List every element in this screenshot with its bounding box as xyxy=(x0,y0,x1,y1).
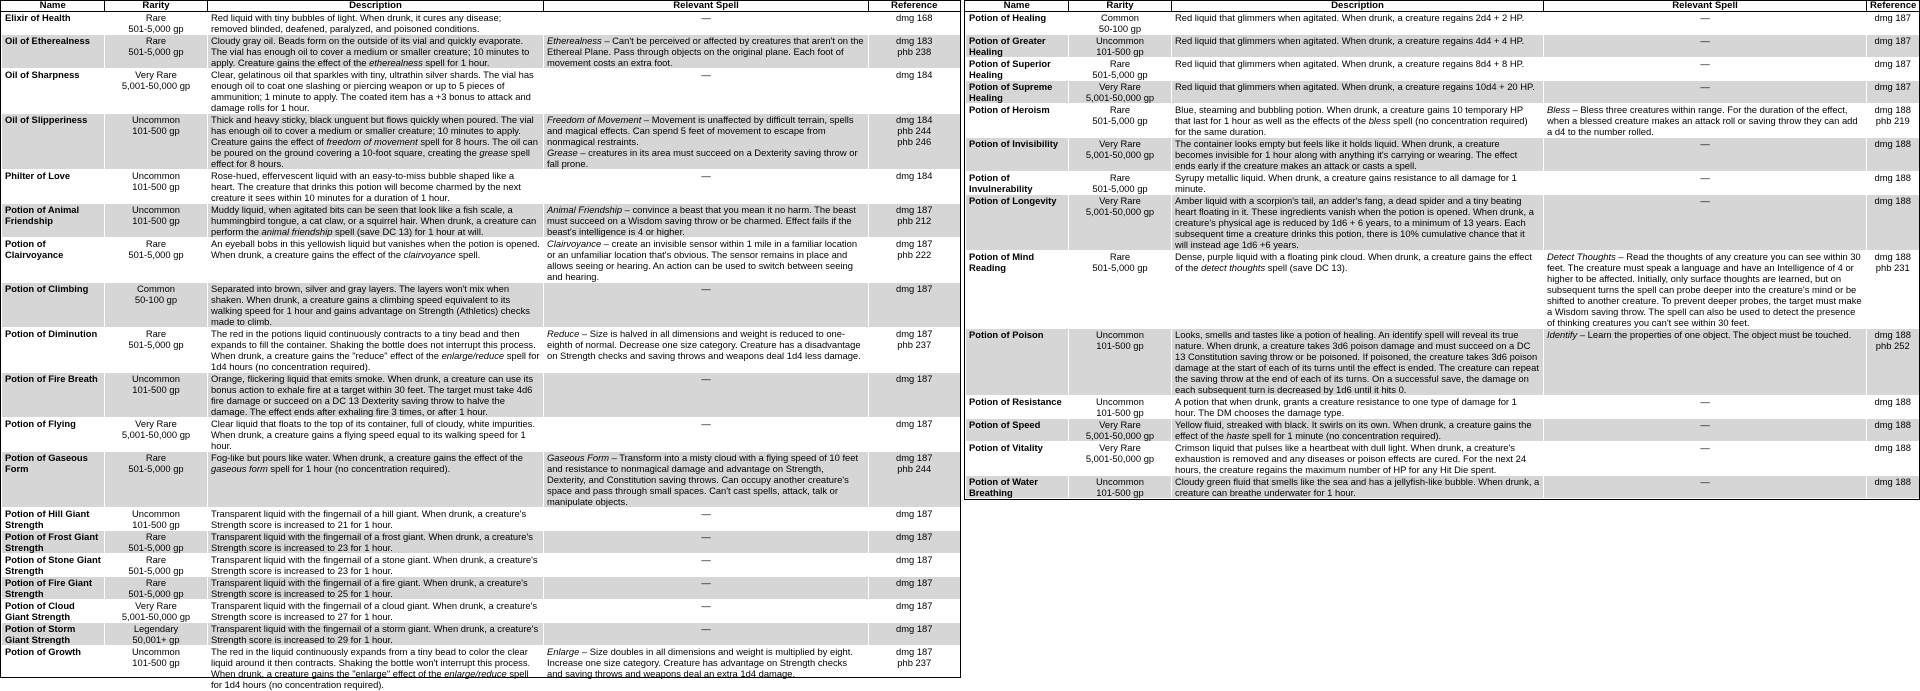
column-header-name: Name xyxy=(2,1,105,12)
table-row xyxy=(966,81,1919,104)
potion-reference: dmg 188 phb 252 xyxy=(1867,329,1919,396)
table-row xyxy=(2,418,960,452)
potion-rarity: Uncommon 101-500 gp xyxy=(1069,329,1172,396)
relevant-spell: Enlarge – Size doubles in all dimensions and weight is multiplied by eight. Increase one size category. Creature has advantage on Strength checks and saving throws and weapons deal an extra 1d4 damage. xyxy=(544,646,869,691)
potion-reference: dmg 187 phb 244 xyxy=(869,452,960,508)
potion-name: Potion of Greater Healing xyxy=(966,35,1069,58)
potion-name: Potion of Poison xyxy=(966,329,1069,396)
column-header-rarity: Rarity xyxy=(1069,1,1172,12)
potion-rarity: Uncommon 101-500 gp xyxy=(105,170,208,204)
table-row xyxy=(966,251,1919,329)
potion-rarity: Very Rare 5,001-50,000 gp xyxy=(105,69,208,114)
table-row xyxy=(966,442,1919,476)
relevant-spell: — xyxy=(544,577,869,600)
column-header-relevant-spell: Relevant Spell xyxy=(544,1,869,12)
relevant-spell: Clairvoyance – create an invisible sensor within 1 mile in a familiar location or an unfamiliar location that's obvious. The sensor remains in place and allows seeing or hearing. An action can be used to switch between seeing and hearing. xyxy=(544,238,869,283)
column-header-reference: Reference xyxy=(869,1,960,12)
potion-rarity: Rare 501-5,000 gp xyxy=(105,577,208,600)
potion-reference: dmg 187 xyxy=(1867,12,1919,35)
potions-table-right xyxy=(965,1,1919,499)
potion-reference: dmg 168 xyxy=(869,12,960,35)
potion-rarity: Rare 501-5,000 gp xyxy=(105,554,208,577)
potion-reference: dmg 188 xyxy=(1867,195,1919,251)
table-row xyxy=(2,373,960,418)
potion-name: Potion of Resistance xyxy=(966,396,1069,419)
potion-reference: dmg 187 xyxy=(869,418,960,452)
potion-reference: dmg 184 phb 244 phb 246 xyxy=(869,114,960,170)
potion-name: Potion of Gaseous Form xyxy=(2,452,105,508)
column-header-description: Description xyxy=(1172,1,1544,12)
potion-name: Potion of Diminution xyxy=(2,328,105,373)
potion-reference: dmg 188 xyxy=(1867,172,1919,195)
relevant-spell: Etherealness – Can't be perceived or affected by creatures that aren't on the Ethereal Plane. Pass through objects on the original plane. Each foot of movement costs an extra foot. xyxy=(544,35,869,69)
header-row xyxy=(2,1,960,12)
table-row xyxy=(966,138,1919,172)
potion-name: Potion of Flying xyxy=(2,418,105,452)
potion-name: Potion of Heroism xyxy=(966,104,1069,138)
potion-name: Potion of Water Breathing xyxy=(966,476,1069,499)
potion-description: Red liquid with tiny bubbles of light. When drunk, it cures any disease; removed blinded, deafened, paralyzed, and poisoned conditions. xyxy=(208,12,544,35)
potion-reference: dmg 187 xyxy=(1867,35,1919,58)
potion-rarity: Rare 501-5,000 gp xyxy=(1069,172,1172,195)
potion-rarity: Uncommon 101-500 gp xyxy=(1069,396,1172,419)
table-row xyxy=(2,69,960,114)
potion-description: The container looks empty but feels like it holds liquid. When drunk, a creature becomes invisible for 1 hour along with anything it's carrying or wearing. The effect ends early if the creature makes an attack or casts a spell. xyxy=(1172,138,1544,172)
potion-description: Red liquid that glimmers when agitated. When drunk, a creature regains 2d4 + 2 HP. xyxy=(1172,12,1544,35)
potion-description: Thick and heavy sticky, black unguent but flows quickly when poured. The vial has enough oil to cover a medium or smaller creature; 10 minutes to apply. Creature gains the effect of freedom of movement spell for 8 hours. The oil can be poured on the ground covering a 10-foot square, creating the grease spell effect for 8 hours. xyxy=(208,114,544,170)
table-row xyxy=(2,204,960,238)
potion-description: Transparent liquid with the fingernail of a fire giant. When drunk, a creature's Strength score is increased to 25 for 1 hour. xyxy=(208,577,544,600)
relevant-spell: — xyxy=(1544,396,1867,419)
potion-name: Potion of Longevity xyxy=(966,195,1069,251)
relevant-spell: — xyxy=(544,508,869,531)
potion-description: Transparent liquid with the fingernail of a stone giant. When drunk, a creature's Strength score is increased to 23 for 1 hour. xyxy=(208,554,544,577)
potion-reference: dmg 187 xyxy=(869,373,960,418)
potion-reference: dmg 188 xyxy=(1867,442,1919,476)
potion-reference: dmg 187 xyxy=(1867,81,1919,104)
potion-description: Cloudy gray oil. Beads form on the outside of its vial and quickly evaporate. The vial has enough oil to cover a medium or smaller creature; 10 minutes to apply. Creature gains the effect of the etherealness spell for 1 hour. xyxy=(208,35,544,69)
potion-rarity: Uncommon 101-500 gp xyxy=(105,114,208,170)
potion-description: Red liquid that glimmers when agitated. When drunk, a creature regains 4d4 + 4 HP. xyxy=(1172,35,1544,58)
potion-rarity: Uncommon 101-500 gp xyxy=(105,204,208,238)
potion-description: Clear, gelatinous oil that sparkles with tiny, ultrathin silver shards. The vial has enough oil to coat one slashing or piercing weapon or up to 5 pieces of ammunition; 1 minute to apply. The coated item has a +3 bonus to attack and damage rolls for 1 hour. xyxy=(208,69,544,114)
potion-reference: dmg 188 xyxy=(1867,476,1919,499)
potion-rarity: Common 50-100 gp xyxy=(1069,12,1172,35)
relevant-spell: Reduce – Size is halved in all dimensions and weight is reduced to one-eighth of normal. Decrease one size category. Creature has a disadvantage on Strength checks and saving throws and weapons deal 1d4 less damage. xyxy=(544,328,869,373)
potion-description: An eyeball bobs in this yellowish liquid but vanishes when the potion is opened. When drunk, a creature gains the effect of the clairvoyance spell. xyxy=(208,238,544,283)
potion-name: Potion of Vitality xyxy=(966,442,1069,476)
potion-description: Amber liquid with a scorpion's tail, an adder's fang, a dead spider and a tiny beating heart floating in it. These ingredients vanish when the potion is opened. When drunk, a creature's physical age is reduced by 1d6 + 6 years, to a minimum of 13 years. Each subsequent time a creature drinks this potion, there is 10% cumulative chance that it will instead age 1d6 +6 years. xyxy=(1172,195,1544,251)
relevant-spell: — xyxy=(544,531,869,554)
potion-description: Yellow fluid, streaked with black. It swirls on its own. When drunk, a creature gains the effect of the haste spell for 1 minute (no concentration required). xyxy=(1172,419,1544,442)
potion-reference: dmg 187 xyxy=(869,600,960,623)
potion-name: Potion of Cloud Giant Strength xyxy=(2,600,105,623)
potion-rarity: Rare 501-5,000 gp xyxy=(1069,104,1172,138)
table-row xyxy=(966,396,1919,419)
relevant-spell: Freedom of Movement – Movement is unaffected by difficult terrain, spells and magical effects. Can spend 5 feet of movement to escape from nonmagical restraints. Grease – creatures in its area must succeed on a Dexterity saving throw or fall prone. xyxy=(544,114,869,170)
table-row xyxy=(966,172,1919,195)
relevant-spell: Bless – Bless three creatures within range. For the duration of the effect, when a blessed creature makes an attack roll or saving throw they can add a d4 to the number rolled. xyxy=(1544,104,1867,138)
potion-name: Potion of Frost Giant Strength xyxy=(2,531,105,554)
potion-name: Potion of Storm Giant Strength xyxy=(2,623,105,646)
table-row xyxy=(966,58,1919,81)
potion-description: Transparent liquid with the fingernail of a hill giant. When drunk, a creature's Strength score is increased to 21 for 1 hour. xyxy=(208,508,544,531)
column-header-reference: Reference xyxy=(1867,1,1919,12)
potion-description: Blue, steaming and bubbling potion. When drunk, a creature gains 10 temporary HP that last for 1 hour as well as the effects of the bless spell (no concentration required) for the same duration. xyxy=(1172,104,1544,138)
potion-rarity: Very Rare 5,001-50,000 gp xyxy=(1069,81,1172,104)
potion-name: Potion of Fire Giant Strength xyxy=(2,577,105,600)
potion-rarity: Rare 501-5,000 gp xyxy=(1069,58,1172,81)
potion-description: Red liquid that glimmers when agitated. When drunk, a creature regains 10d4 + 20 HP. xyxy=(1172,81,1544,104)
potion-name: Potion of Stone Giant Strength xyxy=(2,554,105,577)
table-row xyxy=(2,600,960,623)
potion-reference: dmg 187 xyxy=(869,623,960,646)
potion-name: Potion of Mind Reading xyxy=(966,251,1069,329)
potion-name: Potion of Growth xyxy=(2,646,105,691)
potion-rarity: Uncommon 101-500 gp xyxy=(105,508,208,531)
potion-description: Muddy liquid, when agitated bits can be seen that look like a fish scale, a hummingbird tongue, a cat claw, or a squirrel hair. When drunk, a creature can perform the animal friendship spell (save DC 13) for 1 hour at will. xyxy=(208,204,544,238)
table-row xyxy=(966,329,1919,396)
relevant-spell: — xyxy=(1544,138,1867,172)
relevant-spell: Detect Thoughts – Read the thoughts of any creature you can see within 30 feet. The creature must speak a language and have an Intelligence of 4 or higher to be affected. Initially, only surface thoughts are learned, but on subsequent turns the spell can probe deeper into the creature's mind or be shifted to another creature. To prevent deeper probes, the target must make a Wisdom saving throw. The spell can also be used to detect the presence of thinking creatures you can't see within 30 feet. xyxy=(1544,251,1867,329)
potion-rarity: Rare 501-5,000 gp xyxy=(105,12,208,35)
table-row xyxy=(2,328,960,373)
relevant-spell: — xyxy=(544,623,869,646)
relevant-spell: — xyxy=(544,373,869,418)
relevant-spell: — xyxy=(544,69,869,114)
table-row xyxy=(2,554,960,577)
potion-name: Potion of Clairvoyance xyxy=(2,238,105,283)
potion-rarity: Very Rare 5,001-50,000 gp xyxy=(1069,138,1172,172)
potion-name: Potion of Hill Giant Strength xyxy=(2,508,105,531)
potion-reference: dmg 187 phb 237 xyxy=(869,328,960,373)
potions-table-left xyxy=(1,1,960,691)
potion-name: Potion of Speed xyxy=(966,419,1069,442)
potion-reference: dmg 188 xyxy=(1867,419,1919,442)
potion-reference: dmg 187 xyxy=(869,283,960,328)
potion-rarity: Very Rare 5,001-50,000 gp xyxy=(105,600,208,623)
potion-reference: dmg 188 xyxy=(1867,396,1919,419)
potion-reference: dmg 188 phb 231 xyxy=(1867,251,1919,329)
potion-rarity: Very Rare 5,001-50,000 gp xyxy=(1069,442,1172,476)
potion-name: Potion of Superior Healing xyxy=(966,58,1069,81)
potion-description: Orange, flickering liquid that emits smoke. When drunk, a creature can use its bonus action to exhale fire at a target within 30 feet. The target must take 4d6 fire damage or succeed on a DC 13 Dexterity saving throw to halve the damage. The effect ends after exhaling fire 3 times, or after 1 hour. xyxy=(208,373,544,418)
table-row xyxy=(966,104,1919,138)
relevant-spell: — xyxy=(544,283,869,328)
table-row xyxy=(2,577,960,600)
potion-name: Potion of Animal Friendship xyxy=(2,204,105,238)
potion-name: Potion of Supreme Healing xyxy=(966,81,1069,104)
potion-description: Transparent liquid with the fingernail of a cloud giant. When drunk, a creature's Strength score is increased to 27 for 1 hour. xyxy=(208,600,544,623)
relevant-spell: — xyxy=(1544,172,1867,195)
potion-rarity: Uncommon 101-500 gp xyxy=(1069,476,1172,499)
table-row xyxy=(2,238,960,283)
potion-name: Philter of Love xyxy=(2,170,105,204)
potion-description: The red in the potions liquid continuously contracts to a tiny bead and then expands to fill the container. Shaking the bottle does not interrupt this process. When drunk, a creature gains the "reduce" effect of the enlarge/reduce spell for 1d4 hours (no concentration required). xyxy=(208,328,544,373)
potion-description: Dense, purple liquid with a floating pink cloud. When drunk, a creature gains the effect of the detect thoughts spell (save DC 13). xyxy=(1172,251,1544,329)
potion-name: Potion of Healing xyxy=(966,12,1069,35)
table-row xyxy=(966,35,1919,58)
potion-description: Syrupy metallic liquid. When drunk, a creature gains resistance to all damage for 1 minute. xyxy=(1172,172,1544,195)
column-header-relevant-spell: Relevant Spell xyxy=(1544,1,1867,12)
potion-description: Looks, smells and tastes like a potion of healing. An identify spell will reveal its true nature. When drunk, a creature takes 3d6 poison damage and must succeed on a DC 13 Constitution saving throw or be poisoned. If poisoned, the creature takes 3d6 poison damage at the start of each of its turns until the effect is ended. The creature can repeat the saving throw at the end of each of its turns. On a successful save, the damage on each subsequent turn is decreased by 1d6 until it hits 0. xyxy=(1172,329,1544,396)
potion-reference: dmg 187 xyxy=(1867,58,1919,81)
potion-description: Transparent liquid with the fingernail of a storm giant. When drunk, a creature's Strength score is increased to 29 for 1 hour. xyxy=(208,623,544,646)
potion-rarity: Common 50-100 gp xyxy=(105,283,208,328)
table-row xyxy=(2,35,960,69)
potion-name: Elixir of Health xyxy=(2,12,105,35)
relevant-spell: — xyxy=(1544,12,1867,35)
potion-description: A potion that when drunk, grants a creature resistance to one type of damage for 1 hour. The DM chooses the damage type. xyxy=(1172,396,1544,419)
potion-description: Rose-hued, effervescent liquid with an easy-to-miss bubble shaped like a heart. The creature that drinks this potion will become charmed by the next creature it sees within 10 minutes for a duration of 1 hour. xyxy=(208,170,544,204)
table-row xyxy=(2,283,960,328)
column-header-name: Name xyxy=(966,1,1069,12)
relevant-spell: Gaseous Form – Transform into a misty cloud with a flying speed of 10 feet and resistance to nonmagical damage and advantage on Strength, Dexterity, and Constitution saving throws. Can occupy another creature's space and pass through small spaces. Can't cast spells, attack, talk or manipulate objects. xyxy=(544,452,869,508)
potion-reference: dmg 187 xyxy=(869,531,960,554)
table-row xyxy=(966,419,1919,442)
potion-description: Clear liquid that floats to the top of its container, full of cloudy, white impurities. When drunk, a creature gains a flying speed equal to its walking speed for 1 hour. xyxy=(208,418,544,452)
potion-name: Oil of Etherealness xyxy=(2,35,105,69)
table-row xyxy=(2,12,960,35)
potion-rarity: Very Rare 5,001-50,000 gp xyxy=(105,418,208,452)
relevant-spell: — xyxy=(1544,58,1867,81)
relevant-spell: Identify – Learn the properties of one object. The object must be touched. xyxy=(1544,329,1867,396)
potion-rarity: Rare 501-5,000 gp xyxy=(105,452,208,508)
table-row xyxy=(2,508,960,531)
potion-rarity: Uncommon 101-500 gp xyxy=(105,373,208,418)
potion-name: Oil of Slipperiness xyxy=(2,114,105,170)
table-row xyxy=(2,531,960,554)
potion-description: Separated into brown, silver and gray layers. The layers won't mix when shaken. When drunk, a creature gains a climbing speed equivalent to its walking speed for 1 hour and gains advantage on Strength (Athletics) checks made to climb. xyxy=(208,283,544,328)
potion-rarity: Rare 501-5,000 gp xyxy=(105,531,208,554)
relevant-spell: — xyxy=(544,600,869,623)
relevant-spell: — xyxy=(1544,419,1867,442)
potion-rarity: Uncommon 101-500 gp xyxy=(1069,35,1172,58)
relevant-spell: — xyxy=(544,418,869,452)
potion-description: The red in the liquid continuously expands from a tiny bead to color the clear liquid around it then contracts. Shaking the bottle won't interrupt this process. When drunk, a creature gains the "enlarge" effect of the enlarge/reduce spell for 1d4 hours (no concentration required). xyxy=(208,646,544,691)
relevant-spell: — xyxy=(1544,81,1867,104)
potion-rarity: Rare 501-5,000 gp xyxy=(105,328,208,373)
potion-reference: dmg 188 xyxy=(1867,138,1919,172)
table-row xyxy=(2,646,960,691)
table-row xyxy=(966,195,1919,251)
potion-reference: dmg 187 xyxy=(869,508,960,531)
potion-name: Potion of Fire Breath xyxy=(2,373,105,418)
potion-reference: dmg 187 phb 222 xyxy=(869,238,960,283)
table-row xyxy=(966,12,1919,35)
potion-name: Potion of Invulnerability xyxy=(966,172,1069,195)
potion-description: Transparent liquid with the fingernail of a frost giant. When drunk, a creature's Strength score is increased to 23 for 1 hour. xyxy=(208,531,544,554)
potion-rarity: Very Rare 5,001-50,000 gp xyxy=(1069,195,1172,251)
relevant-spell: — xyxy=(544,12,869,35)
potion-reference: dmg 187 xyxy=(869,554,960,577)
potion-reference: dmg 184 xyxy=(869,69,960,114)
potion-reference: dmg 184 xyxy=(869,170,960,204)
column-header-rarity: Rarity xyxy=(105,1,208,12)
potion-rarity: Rare 501-5,000 gp xyxy=(105,35,208,69)
potion-reference: dmg 187 phb 212 xyxy=(869,204,960,238)
relevant-spell: — xyxy=(1544,195,1867,251)
potion-reference: dmg 187 phb 237 xyxy=(869,646,960,691)
relevant-spell: Animal Friendship – convince a beast that you mean it no harm. The beast must succeed on a Wisdom saving throw or be charmed. Effect fails if the beast's intelligence is 4 or higher. xyxy=(544,204,869,238)
potion-rarity: Uncommon 101-500 gp xyxy=(105,646,208,691)
relevant-spell: — xyxy=(544,554,869,577)
header-row xyxy=(966,1,1919,12)
relevant-spell: — xyxy=(1544,35,1867,58)
potion-rarity: Rare 501-5,000 gp xyxy=(105,238,208,283)
table-row xyxy=(2,623,960,646)
relevant-spell: — xyxy=(544,170,869,204)
table-row xyxy=(966,476,1919,499)
potion-rarity: Very Rare 5,001-50,000 gp xyxy=(1069,419,1172,442)
potion-name: Potion of Invisibility xyxy=(966,138,1069,172)
potion-rarity: Legendary 50,001+ gp xyxy=(105,623,208,646)
relevant-spell: — xyxy=(1544,442,1867,476)
potion-description: Red liquid that glimmers when agitated. When drunk, a creature regains 8d4 + 8 HP. xyxy=(1172,58,1544,81)
potion-reference: dmg 188 phb 219 xyxy=(1867,104,1919,138)
table-row xyxy=(2,452,960,508)
potion-description: Fog-like but pours like water. When drunk, a creature gains the effect of the gaseous form spell for 1 hour (no concentration required). xyxy=(208,452,544,508)
potion-name: Potion of Climbing xyxy=(2,283,105,328)
table-row xyxy=(2,114,960,170)
potion-reference: dmg 187 xyxy=(869,577,960,600)
table-row xyxy=(2,170,960,204)
potion-description: Crimson liquid that pulses like a heartbeat with dull light. When drunk, a creature's exhaustion is removed and any diseases or poison effects are cured. For the next 24 hours, the creature regains the maximum number of HP for any Hit Die spent. xyxy=(1172,442,1544,476)
potion-name: Oil of Sharpness xyxy=(2,69,105,114)
potion-rarity: Rare 501-5,000 gp xyxy=(1069,251,1172,329)
relevant-spell: — xyxy=(1544,476,1867,499)
column-header-description: Description xyxy=(208,1,544,12)
potion-reference: dmg 183 phb 238 xyxy=(869,35,960,69)
potion-description: Cloudy green fluid that smells like the sea and has a jellyfish-like bubble. When drunk, a creature can breathe underwater for 1 hour. xyxy=(1172,476,1544,499)
